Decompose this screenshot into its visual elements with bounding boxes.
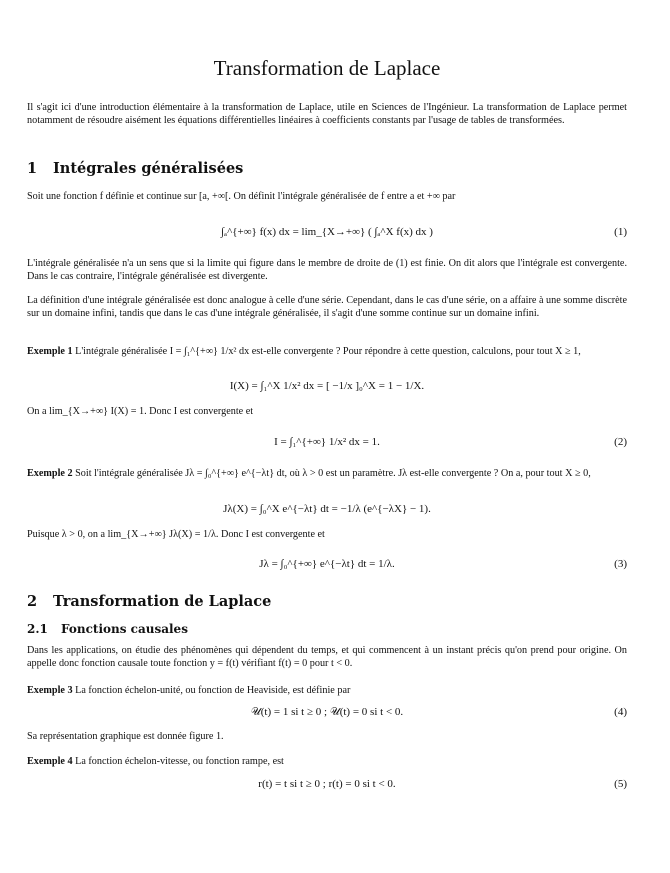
equation-body: 𝒰(t) = 1 si t ≥ 0 ; 𝒰(t) = 0 si t < 0. (250, 706, 404, 718)
example-3 (27, 684, 627, 697)
example-text: La fonction échelon-unité, ou fonction de Heaviside, est définie par (75, 685, 351, 696)
document-title: Transformation de Laplace (213, 56, 441, 80)
example-4 (27, 755, 627, 768)
equation-5 (27, 776, 627, 794)
example-2-after: Puisque λ > 0, on a lim_{X→+∞} Jλ(X) = 1/λ. Donc I est convergente et (27, 529, 325, 540)
section-number: 1 (27, 160, 38, 177)
section-number: 2 (27, 593, 38, 610)
equation-tag: (1) (614, 226, 627, 238)
section-2-heading (27, 593, 271, 610)
subsection-2-1-heading (27, 622, 188, 636)
equation-body: r(t) = t si t ≥ 0 ; r(t) = 0 si t < 0. (258, 778, 396, 790)
example-text: L'intégrale généralisée I = ∫₁^{+∞} 1/x² dx est-elle convergente ? Pour répondre à cette question, calculons, pour tout X ≥ 1, (75, 346, 581, 357)
equation-3 (27, 550, 627, 580)
example-1-after: On a lim_{X→+∞} I(X) = 1. Donc I est convergente et (27, 406, 254, 417)
equation-tag: (5) (614, 778, 627, 790)
section-1-heading (27, 160, 243, 177)
equation-body: ∫ₐ^{+∞} f(x) dx = lim_{X→+∞} ( ∫ₐ^X f(x) dx ) (221, 226, 433, 238)
equation-4 (27, 704, 627, 722)
equation-body: I = ∫₁^{+∞} 1/x² dx = 1. (274, 436, 380, 448)
example-3-after: Sa représentation graphique est donnée figure 1. (27, 731, 224, 742)
intro-paragraph: Il s'agit ici d'une introduction élémentaire à la transformation de Laplace, utile en Sciences de l'Ingénieur. La transformation de Laplace permet notamment de résoudre aisément les équations différentielles linéaires à coefficients constants par l'usage de tables de transformées. (27, 102, 627, 126)
equation-body: Jλ(X) = ∫₀^X e^{−λt} dt = −1/λ (e^{−λX} − 1). (223, 503, 431, 515)
section-title: Transformation de Laplace (53, 593, 272, 610)
example-label: Exemple 3 (27, 685, 73, 696)
subsection-2-1-paragraph: Dans les applications, on étudie des phénomènes qui dépendent du temps, et qui commencent à un instant précis qu'on prend pour origine. On appelle donc fonction causale toute fonction y = f(t) vérifiant f(t) = 0 pour t < 0. (27, 645, 627, 669)
equation-tag: (2) (614, 436, 627, 448)
example-2-equation (27, 497, 627, 523)
example-label: Exemple 2 (27, 468, 73, 479)
subsection-title: Fonctions causales (61, 622, 188, 636)
equation-1 (27, 222, 627, 250)
subsection-number: 2.1 (27, 622, 48, 636)
example-text: La fonction échelon-vitesse, ou fonction rampe, est (75, 756, 284, 767)
example-text: Soit l'intégrale généralisée Jλ = ∫₀^{+∞} e^{−λt} dt, où λ > 0 est un paramètre. Jλ est-elle convergente ? On a, pour tout X ≥ 0, (75, 468, 591, 479)
section-1-paragraph-2: L'intégrale généralisée n'a un sens que si la limite qui figure dans le membre de droite de (1) est finie. On dit alors que l'intégrale est convergente. Dans le cas contraire, l'intégrale généralisée est divergente. (27, 258, 627, 282)
example-label: Exemple 1 (27, 346, 73, 357)
equation-2 (27, 430, 627, 456)
example-2 (27, 467, 627, 480)
equation-body: I(X) = ∫₁^X 1/x² dx = [ −1/x ]₀^X = 1 − 1/X. (229, 380, 425, 392)
example-1 (27, 345, 627, 358)
example-label: Exemple 4 (27, 756, 73, 767)
section-title: Intégrales généralisées (53, 160, 244, 177)
section-1-paragraph-3: La définition d'une intégrale généralisée est donc analogue à celle d'une série. Cependant, dans le cas d'une série, on a affaire à une somme discrète sur un domaine infini, tandis que dans le cas d'une intégrale généralisée, il s'agit d'une somme continue sur un domaine infini. (27, 295, 627, 319)
equation-tag: (3) (614, 558, 627, 570)
section-1-paragraph-1: Soit une fonction f définie et continue sur [a, +∞[. On définit l'intégrale généralisée de f entre a et +∞ par (27, 191, 456, 202)
equation-tag: (4) (614, 706, 627, 718)
example-1-equation (27, 374, 627, 400)
equation-body: Jλ = ∫₀^{+∞} e^{−λt} dt = 1/λ. (259, 558, 395, 570)
